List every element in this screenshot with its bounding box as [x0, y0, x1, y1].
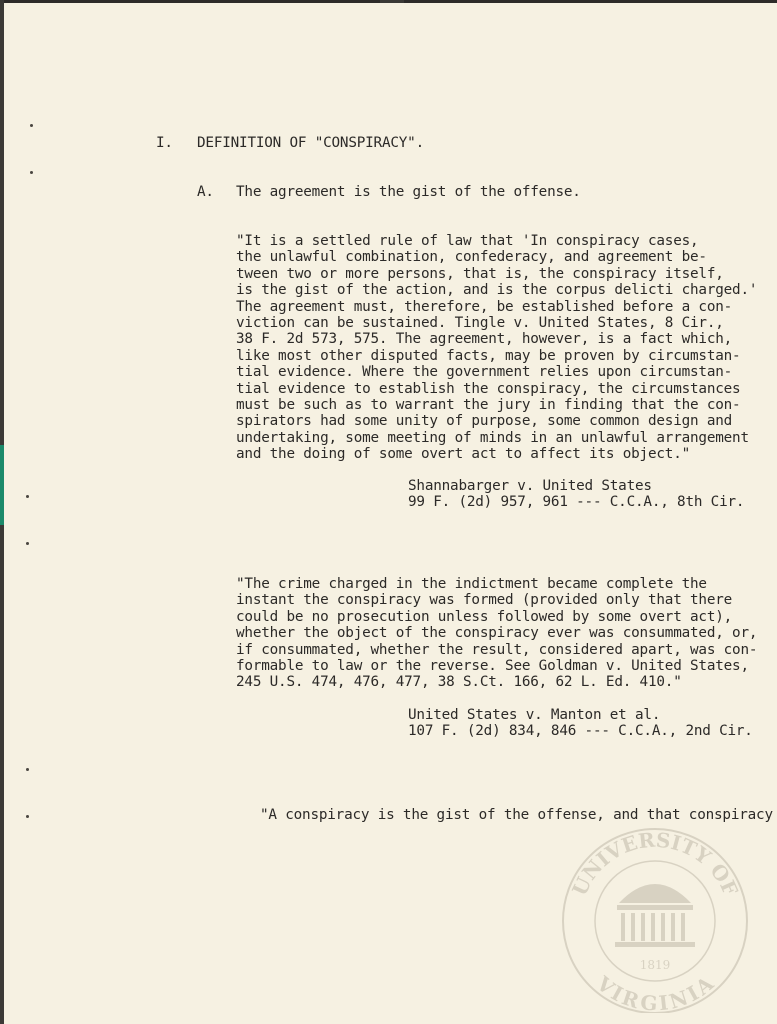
- subsection-letter: A.: [197, 184, 214, 200]
- citation-case-name: United States v. Manton et al.: [408, 707, 661, 723]
- margin-mark: [26, 815, 29, 818]
- quote-line: like most other disputed facts, may be proven by circumstan-: [236, 347, 741, 364]
- quote-line: 245 U.S. 474, 476, 477, 38 S.Ct. 166, 62 L. Ed. 410.": [236, 674, 682, 691]
- quote-line: "The crime charged in the indictment became complete the: [236, 576, 707, 592]
- quote-line: whether the object of the conspiracy ever was consummated, or,: [236, 625, 758, 642]
- quote-line: spirators had some unity of purpose, some common design and: [236, 413, 733, 430]
- seal-bottom-text: VIRGINIA: [591, 971, 719, 1013]
- document-page: [4, 3, 777, 1024]
- citation-reporter: 107 F. (2d) 834, 846 --- C.C.A., 2nd Cir.: [408, 723, 753, 740]
- seal-top-text: UNIVERSITY OF: [567, 827, 743, 900]
- quote-line: formable to law or the reverse. See Goldman v. United States,: [236, 657, 749, 674]
- university-seal-watermark: [557, 825, 753, 1013]
- quote-manton: [236, 576, 757, 691]
- quote-line: viction can be sustained. Tingle v. United States, 8 Cir.,: [236, 314, 724, 331]
- quote-line: instant the conspiracy was formed (provided only that there: [236, 592, 733, 609]
- subsection-title: The agreement is the gist of the offense.: [236, 184, 581, 200]
- margin-mark: [30, 171, 33, 174]
- citation-reporter: 99 F. (2d) 957, 961 --- C.C.A., 8th Cir.: [408, 494, 745, 511]
- margin-mark: [26, 542, 29, 545]
- margin-mark: [30, 124, 33, 127]
- margin-mark: [26, 768, 29, 771]
- quote-line: and the doing of some overt act to affect its object.": [236, 446, 691, 463]
- quote-line: the unlawful combination, confederacy, and agreement be-: [236, 249, 707, 266]
- section-numeral: I.: [156, 135, 173, 151]
- citation-case-name: Shannabarger v. United States: [408, 478, 652, 494]
- quote-line: is the gist of the action, and is the corpus delicti charged.': [236, 282, 758, 299]
- quote-shannabarger: [236, 233, 757, 462]
- quote-line: "A conspiracy is the gist of the offense, and that conspiracy: [260, 807, 773, 823]
- quote-line: tial evidence to establish the conspiracy, the circumstances: [236, 380, 741, 397]
- quote-line: tween two or more persons, that is, the conspiracy itself,: [236, 265, 724, 282]
- quote-line: The agreement must, therefore, be established before a con-: [236, 298, 733, 315]
- margin-mark: [26, 495, 29, 498]
- quote-line: if consummated, whether the result, considered apart, was con-: [236, 641, 758, 658]
- citation-manton: [408, 707, 753, 740]
- quote-line: undertaking, some meeting of minds in an unlawful arrangement: [236, 429, 749, 446]
- quote-line: could be no prosecution unless followed by some overt act),: [236, 608, 733, 625]
- quote-line: "It is a settled rule of law that 'In conspiracy cases,: [236, 233, 699, 249]
- quote-line: tial evidence. Where the government relies upon circumstan-: [236, 364, 733, 381]
- section-title: DEFINITION OF "CONSPIRACY".: [197, 135, 425, 151]
- quote-continuation: [260, 807, 773, 823]
- rotunda-icon: [615, 884, 695, 947]
- quote-line: 38 F. 2d 573, 575. The agreement, however, is a fact which,: [236, 331, 733, 348]
- citation-shannabarger: [408, 478, 744, 511]
- seal-year: 1819: [639, 958, 671, 972]
- quote-line: must be such as to warrant the jury in finding that the con-: [236, 396, 741, 413]
